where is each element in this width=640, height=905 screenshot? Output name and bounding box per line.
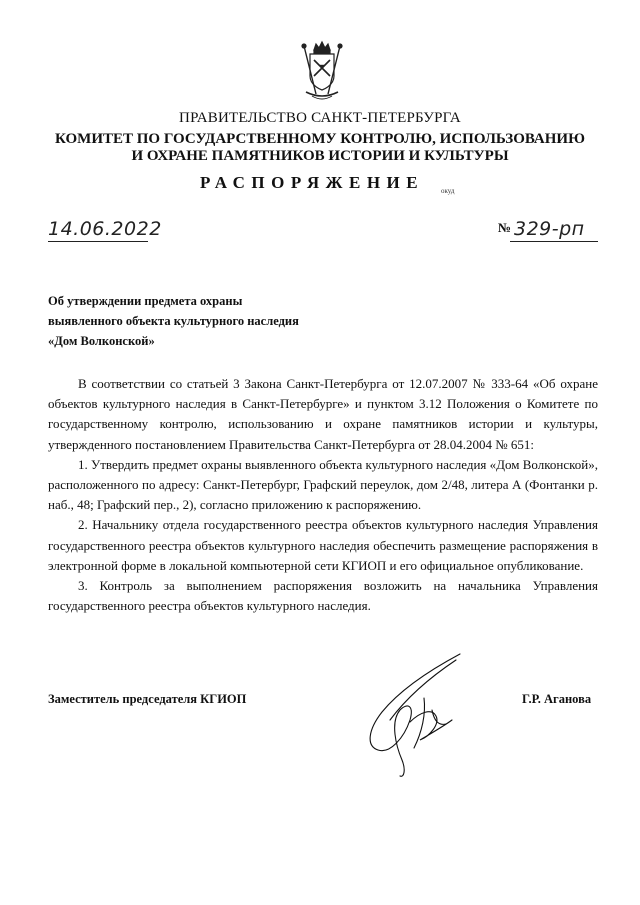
signatory-position: Заместитель председателя КГИОП bbox=[48, 692, 247, 706]
item-3-paragraph: 3. Контроль за выполнением распоряжения возложить на начальника Управления государственного реестра объектов культурного наследия. bbox=[48, 578, 598, 614]
number-underline bbox=[510, 241, 598, 242]
signatory-name: Г.Р. Аганова bbox=[522, 692, 592, 706]
subject-line1: Об утверждении предмета охраны bbox=[48, 294, 243, 308]
document-number: 329-рп bbox=[514, 218, 585, 240]
committee-title-line1: КОМИТЕТ ПО ГОСУДАРСТВЕННОМУ КОНТРОЛЮ, ИСПОЛЬЗОВАНИЮ bbox=[55, 131, 585, 147]
document-type: РАСПОРЯЖЕНИЕ bbox=[200, 173, 425, 192]
committee-title bbox=[0, 131, 640, 165]
document-body bbox=[48, 374, 598, 616]
document-subject bbox=[48, 291, 299, 351]
okud-label: окуд bbox=[441, 187, 455, 195]
item-2-paragraph: 2. Начальнику отдела государственного реестра объектов культурного наследия Управления государственного реестра объектов культурного наследия обеспечить размещение распоряжения в электронной форме в локальной компьютерной сети КГИОП и его официальное опубликование. bbox=[48, 517, 598, 573]
item-1-paragraph: 1. Утвердить предмет охраны выявленного объекта культурного наследия «Дом Волконской», расположенного по адресу: Санкт-Петербург, Графский переулок, дом 2/48, литера А (Фонтанки р. наб., 48; Графский пер., 2), согласно приложению к распоряжению. bbox=[48, 456, 598, 513]
subject-line3: «Дом Волконской» bbox=[48, 334, 155, 348]
handwritten-signature bbox=[360, 650, 470, 780]
committee-title-line2: И ОХРАНЕ ПАМЯТНИКОВ ИСТОРИИ И КУЛЬТУРЫ bbox=[131, 148, 509, 164]
government-title: ПРАВИТЕЛЬСТВО САНКТ-ПЕТЕРБУРГА bbox=[179, 110, 461, 126]
preamble-paragraph: В соответствии со статьей 3 Закона Санкт-Петербурга от 12.07.2007 № 333-64 «Об охране объектов культурного наследия в Санкт-Петербурге» и пунктом 3.12 Положения о Комитете по государственному контролю, использованию и охране памятников истории и культуры, утвержденного постановлением Правительства Санкт-Петербурга от 28.04.2004 № 651: bbox=[48, 376, 598, 452]
date-underline bbox=[48, 241, 148, 242]
coat-of-arms-icon bbox=[296, 40, 348, 102]
number-label: № bbox=[498, 220, 512, 235]
subject-line2: выявленного объекта культурного наследия bbox=[48, 314, 299, 328]
document-date: 14.06.2022 bbox=[48, 218, 162, 240]
